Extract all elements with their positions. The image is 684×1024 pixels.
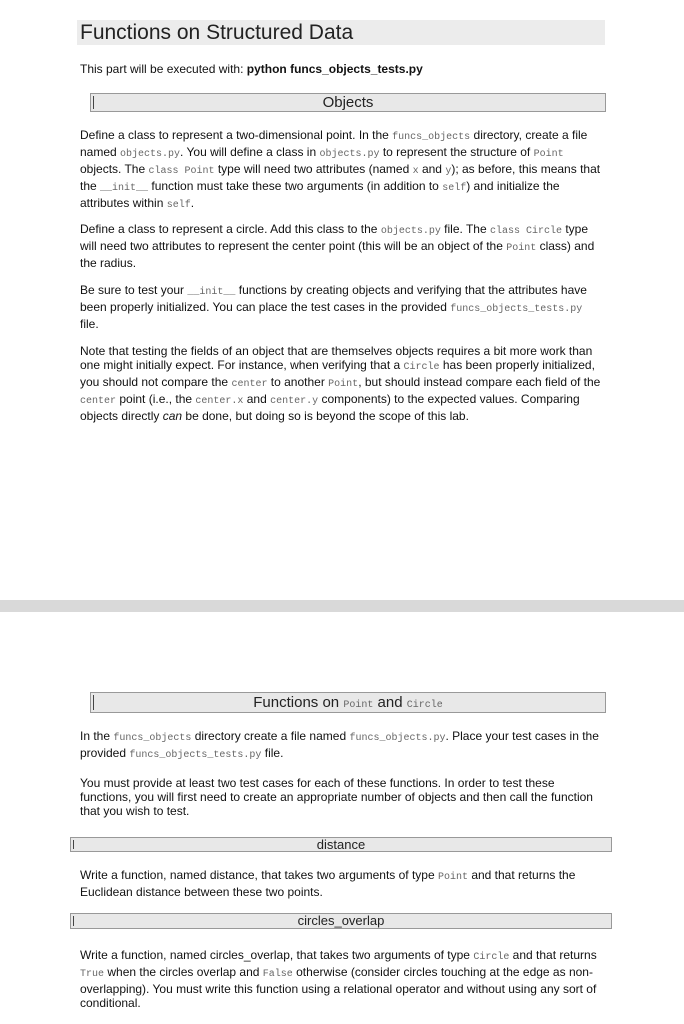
text-run: when the circles overlap and xyxy=(104,965,263,979)
inline-code: class Point xyxy=(148,166,215,177)
text-run: and that returns xyxy=(509,948,597,962)
inline-code: center xyxy=(231,379,268,390)
text-run: and xyxy=(418,162,446,176)
text-run: and xyxy=(243,392,271,406)
inline-code: center xyxy=(80,396,117,407)
text-run: , but should instead compare each field of the xyxy=(358,375,601,389)
text-run: . Place your test cases in the provided xyxy=(80,729,599,760)
inline-code: False xyxy=(262,969,293,980)
inline-code: center.y xyxy=(270,396,319,407)
text-run: has been properly initialized, you should not compare the xyxy=(80,358,595,389)
inline-code: self xyxy=(442,183,467,194)
text-run: to another xyxy=(267,375,329,389)
section-heading-objects-label: Objects xyxy=(322,94,374,111)
run-command: python funcs_objects_tests.py xyxy=(246,62,423,76)
paragraph-test-init xyxy=(80,283,602,331)
text-run: . You will define a class in xyxy=(180,145,320,159)
text-run: Note that testing the fields of an object that are themselves objects requires a bit more work than one might initially expect. For instance, when verifying that a xyxy=(80,344,593,372)
text-run: You must provide at least two test cases for each of these functions. In order to test these functions, you will first need to create an appropriate number of objects and then call the function that you wish to test. xyxy=(80,776,593,818)
text-run: and xyxy=(373,694,407,711)
text-run: functions by creating objects and verifying that the attributes have been properly initialized. You can place the test cases in the provided xyxy=(80,283,587,314)
text-run: file. The xyxy=(440,222,490,236)
text-run: Functions on xyxy=(253,694,344,711)
inline-code: __init__ xyxy=(100,183,149,194)
inline-code: Point xyxy=(437,872,468,883)
paragraph-circles-overlap xyxy=(80,948,602,1010)
text-run: Define a class to represent a two-dimensional point. In the xyxy=(80,128,393,142)
inline-code: __init__ xyxy=(187,287,236,298)
text-run: . xyxy=(190,196,195,210)
inline-code: funcs_objects xyxy=(113,733,192,744)
inline-code: class Circle xyxy=(489,226,562,237)
text-run: function must take these two arguments (in addition to xyxy=(148,179,443,193)
text-run: be done, but doing so is beyond the scope of this lab. xyxy=(182,409,469,423)
inline-code: objects.py xyxy=(319,149,380,160)
text-run: components) to the expected values. Comparing objects directly xyxy=(80,392,580,423)
inline-code: x xyxy=(412,166,419,177)
section-heading-circles-overlap-label: circles_overlap xyxy=(297,913,385,928)
text-run: directory, create a file named xyxy=(80,128,588,159)
section-heading-objects xyxy=(90,93,606,112)
text-run: file. xyxy=(261,746,284,760)
section-heading-distance xyxy=(70,837,612,852)
text-run: otherwise (consider circles touching at the edge as non-overlapping). You must write this function using a relational operator and without using any sort of conditional. xyxy=(80,965,597,1010)
text-run: type will need two attributes to represent the center point (this will be an object of the xyxy=(80,222,589,253)
inline-code: Point xyxy=(533,149,564,160)
text-run: to represent the structure of xyxy=(379,145,534,159)
section-heading-functions xyxy=(90,692,606,713)
inline-code: True xyxy=(80,969,105,980)
text-run: ) and initialize the attributes within xyxy=(80,179,560,210)
inline-code: objects.py xyxy=(120,149,181,160)
paragraph-create-file xyxy=(80,729,602,763)
text-run: type will need two attributes (named xyxy=(214,162,413,176)
inline-code: Circle xyxy=(406,700,443,711)
inline-code: Point xyxy=(328,379,359,390)
text-run: Write a function, named distance, that takes two arguments of type xyxy=(80,868,438,882)
page-separator xyxy=(0,600,684,612)
paragraph-test-cases xyxy=(80,776,602,818)
section-heading-circles-overlap xyxy=(70,913,612,929)
text-run: point (i.e., the xyxy=(116,392,196,406)
text-run: Write a function, named circles_overlap, that takes two arguments of type xyxy=(80,948,474,962)
inline-code: y xyxy=(445,166,452,177)
text-run: class) and the radius. xyxy=(80,239,595,270)
inline-code: Point xyxy=(343,700,374,711)
text-run: Define a class to represent a circle. Add this class to the xyxy=(80,222,381,236)
inline-code: Point xyxy=(506,243,537,254)
text-run: In the xyxy=(80,729,114,743)
run-prefix: This part will be executed with: xyxy=(80,62,247,76)
page-title: Functions on Structured Data xyxy=(77,20,605,45)
text-run: file. xyxy=(80,317,99,331)
inline-code: funcs_objects_tests.py xyxy=(129,750,262,761)
inline-code: self xyxy=(166,200,191,211)
inline-code: funcs_objects_tests.py xyxy=(450,304,583,315)
run-instruction xyxy=(80,62,423,76)
inline-code: objects.py xyxy=(380,226,441,237)
text-run: objects. The xyxy=(80,162,149,176)
paragraph-testing-note xyxy=(80,344,602,423)
paragraph-distance xyxy=(80,868,602,899)
inline-code: Circle xyxy=(403,362,440,373)
text-run: Be sure to test your xyxy=(80,283,188,297)
section-heading-distance-label: distance xyxy=(316,837,366,852)
document-page-2 xyxy=(0,612,684,1024)
inline-code: Circle xyxy=(473,952,510,963)
text-run: and that returns the Euclidean distance between these two points. xyxy=(80,868,576,899)
text-run: directory create a file named xyxy=(191,729,350,743)
inline-code: funcs_objects xyxy=(392,132,471,143)
text-run: ); as before, this means that the xyxy=(80,162,601,193)
paragraph-define-circle xyxy=(80,222,602,270)
inline-code: center.x xyxy=(195,396,244,407)
emphasis: can xyxy=(162,409,183,423)
paragraph-define-point xyxy=(80,128,602,213)
inline-code: funcs_objects.py xyxy=(349,733,446,744)
